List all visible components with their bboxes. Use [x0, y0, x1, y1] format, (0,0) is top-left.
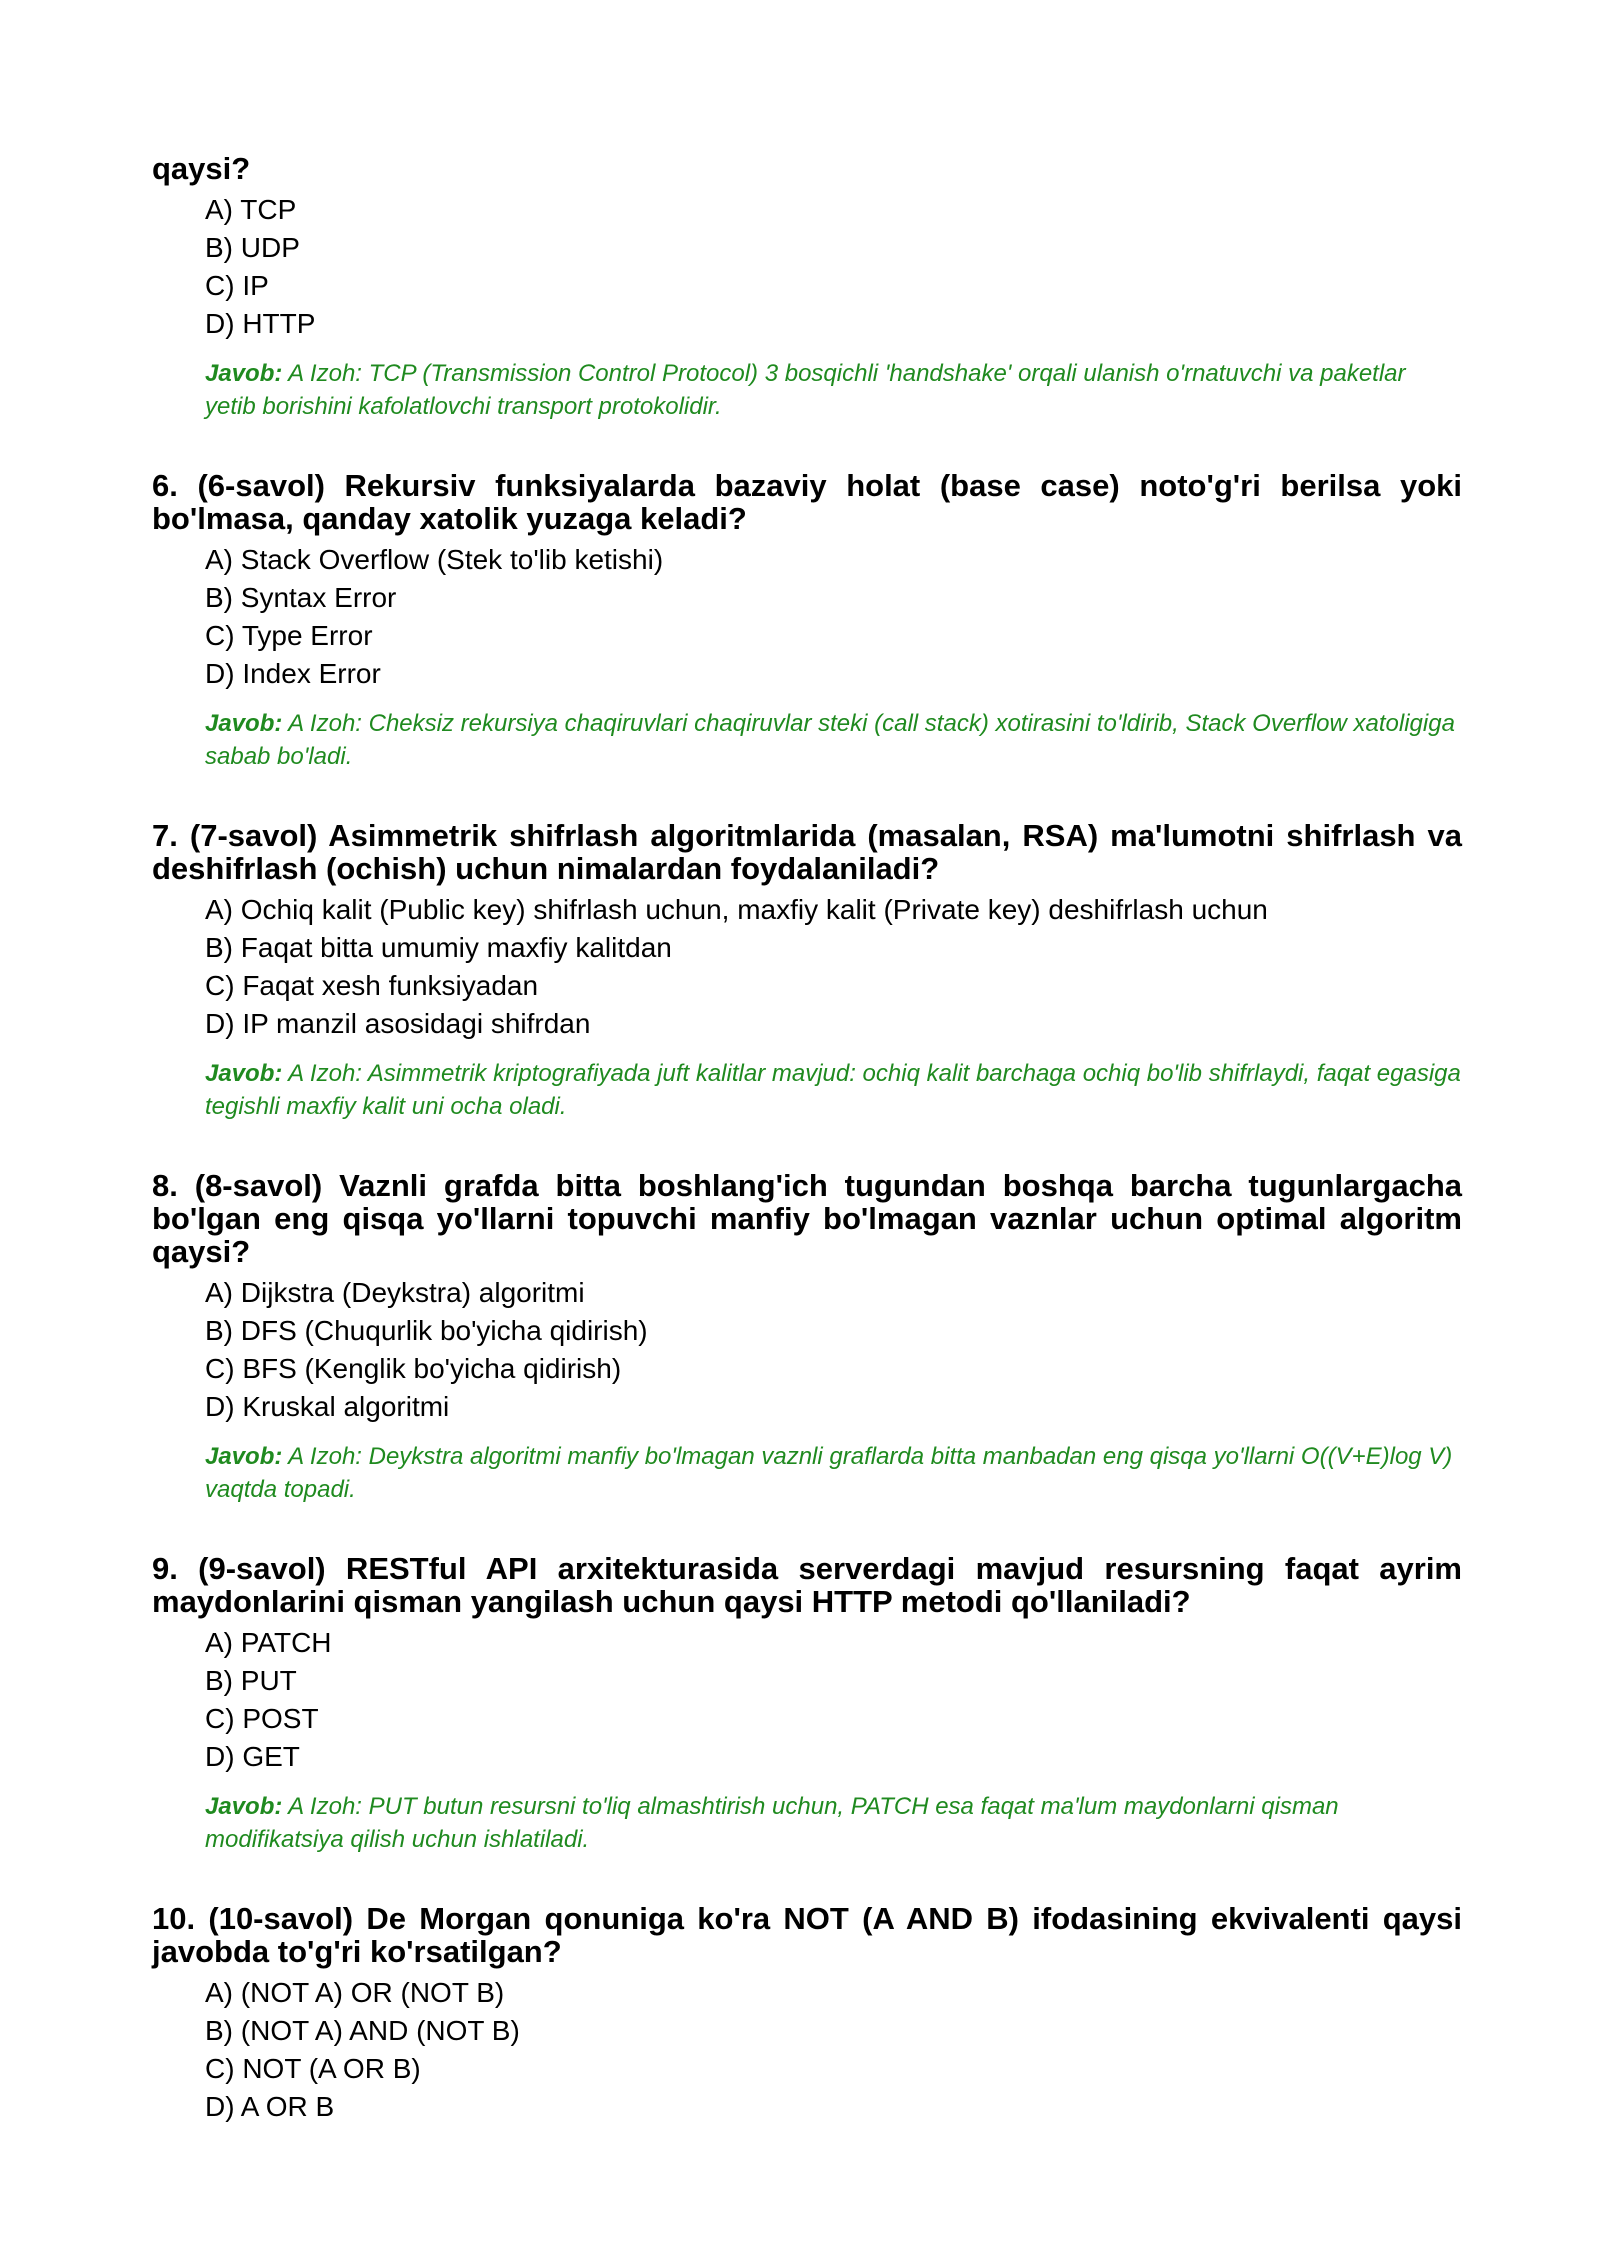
- option-a: A) Dijkstra (Deykstra) algoritmi: [205, 1277, 585, 1308]
- question-8: [152, 1169, 1462, 1506]
- document-page: [152, 152, 1462, 2172]
- question-title: 9. (9-savol) RESTful API arxitekturasida serverdagi mavjud resursning faqat ayrim maydonlarini qisman yangilash uchun qaysi HTTP metodi qo'llaniladi?: [152, 1551, 1462, 1619]
- option-c: C) NOT (A OR B): [205, 2053, 421, 2084]
- answer-explanation: [205, 357, 1462, 423]
- option-d: D) Kruskal algoritmi: [205, 1391, 450, 1422]
- options-list: [205, 541, 1462, 693]
- option-c: C) POST: [205, 1703, 319, 1734]
- option-c: C) IP: [205, 270, 269, 301]
- option-b: B) Faqat bitta umumiy maxfiy kalitdan: [205, 932, 672, 963]
- answer-text: A Izoh: PUT butun resursni to'liq almashtirish uchun, PATCH esa faqat ma'lum maydonlarni qisman modifikatsiya qilish uchun ishlatiladi.: [205, 1793, 1339, 1853]
- option-d: D) GET: [205, 1741, 300, 1772]
- answer-label: Javob:: [205, 1793, 283, 1820]
- options-list: [205, 1974, 1462, 2126]
- answer-explanation: [205, 707, 1462, 773]
- answer-explanation: [205, 1790, 1462, 1856]
- option-a: A) TCP: [205, 194, 297, 225]
- option-a: A) Stack Overflow (Stek to'lib ketishi): [205, 544, 664, 575]
- option-d: D) IP manzil asosidagi shifrdan: [205, 1008, 591, 1039]
- option-b: B) DFS (Chuqurlik bo'yicha qidirish): [205, 1315, 648, 1346]
- question-6: [152, 469, 1462, 773]
- question-10: [152, 1902, 1462, 2126]
- option-b: B) Syntax Error: [205, 582, 397, 613]
- option-b: B) (NOT A) AND (NOT B): [205, 2015, 520, 2046]
- question-5-continuation: [152, 152, 1462, 423]
- question-title: qaysi?: [152, 151, 251, 186]
- question-7: [152, 819, 1462, 1123]
- question-9: [152, 1552, 1462, 1856]
- option-a: A) PATCH: [205, 1627, 332, 1658]
- options-list: [205, 891, 1462, 1043]
- option-d: D) Index Error: [205, 658, 381, 689]
- option-b: B) UDP: [205, 232, 300, 263]
- option-b: B) PUT: [205, 1665, 297, 1696]
- options-list: [205, 191, 1462, 343]
- option-d: D) A OR B: [205, 2091, 335, 2122]
- answer-text: A Izoh: Cheksiz rekursiya chaqiruvlari chaqiruvlar steki (call stack) xotirasini to'ldirib, Stack Overflow xatoligiga sabab bo'ladi.: [205, 710, 1455, 770]
- question-title: 8. (8-savol) Vaznli grafda bitta boshlang'ich tugundan boshqa barcha tugunlargacha bo'lgan eng qisqa yo'llarni topuvchi manfiy bo'lmagan vaznlar uchun optimal algoritm qaysi?: [152, 1168, 1462, 1269]
- answer-label: Javob:: [205, 1060, 283, 1087]
- question-title: 6. (6-savol) Rekursiv funksiyalarda bazaviy holat (base case) noto'g'ri berilsa yoki bo'lmasa, qanday xatolik yuzaga keladi?: [152, 468, 1462, 536]
- answer-explanation: [205, 1057, 1462, 1123]
- option-a: A) Ochiq kalit (Public key) shifrlash uchun, maxfiy kalit (Private key) deshifrlash uchun: [205, 894, 1268, 925]
- answer-label: Javob:: [205, 710, 283, 737]
- answer-label: Javob:: [205, 360, 283, 387]
- answer-text: A Izoh: Deykstra algoritmi manfiy bo'lmagan vaznli graflarda bitta manbadan eng qisqa yo'llarni O((V+E)log V) vaqtda topadi.: [205, 1443, 1453, 1503]
- answer-text: A Izoh: Asimmetrik kriptografiyada juft kalitlar mavjud: ochiq kalit barchaga ochiq bo'lib shifrlaydi, faqat egasiga tegishli maxfiy kalit uni ocha oladi.: [205, 1060, 1461, 1120]
- option-c: C) Type Error: [205, 620, 373, 651]
- option-a: A) (NOT A) OR (NOT B): [205, 1977, 505, 2008]
- answer-label: Javob:: [205, 1443, 283, 1470]
- option-c: C) BFS (Kenglik bo'yicha qidirish): [205, 1353, 622, 1384]
- question-title: 10. (10-savol) De Morgan qonuniga ko'ra NOT (A AND B) ifodasining ekvivalenti qaysi javobda to'g'ri ko'rsatilgan?: [152, 1901, 1462, 1969]
- answer-explanation: [205, 1440, 1462, 1506]
- question-title: 7. (7-savol) Asimmetrik shifrlash algoritmlarida (masalan, RSA) ma'lumotni shifrlash va deshifrlash (ochish) uchun nimalardan foydalaniladi?: [152, 818, 1462, 886]
- option-d: D) HTTP: [205, 308, 316, 339]
- answer-text: A Izoh: TCP (Transmission Control Protocol) 3 bosqichli 'handshake' orqali ulanish o'rnatuvchi va paketlar yetib borishini kafolatlovchi transport protokolidir.: [205, 360, 1406, 420]
- option-c: C) Faqat xesh funksiyadan: [205, 970, 539, 1001]
- options-list: [205, 1274, 1462, 1426]
- options-list: [205, 1624, 1462, 1776]
